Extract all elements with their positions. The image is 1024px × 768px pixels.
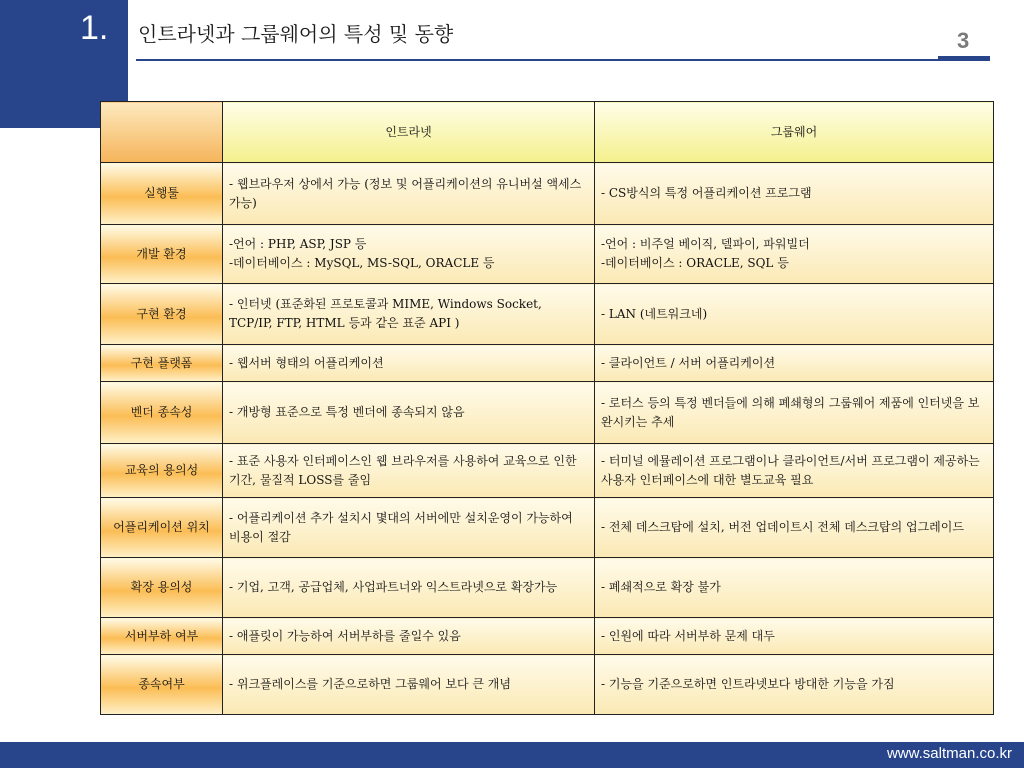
- table-row: [101, 498, 994, 558]
- table-row: [101, 655, 994, 715]
- footer-bar: [0, 742, 1024, 768]
- table-row: [101, 558, 994, 618]
- page-number: 3: [957, 28, 970, 53]
- groupware-cell: [595, 225, 994, 284]
- table-corner-cell: [101, 102, 223, 163]
- table-row: [101, 382, 994, 444]
- table-row: [101, 444, 994, 498]
- row-header: 구현 플랫폼: [101, 345, 223, 382]
- table-header-row: [101, 102, 994, 163]
- table-row: [101, 225, 994, 284]
- row-header: 종속여부: [101, 655, 223, 715]
- groupware-cell: - 터미널 에뮬레이션 프로그램이나 클라이언트/서버 프로그램이 제공하는 사용자 인터페이스에 대한 별도교육 필요: [595, 444, 994, 498]
- groupware-cell: - 로터스 등의 특정 벤더들에 의해 폐쇄형의 그룹웨어 제품에 인터넷을 보완시키는 추세: [595, 382, 994, 444]
- table-row: [101, 345, 994, 382]
- intranet-cell: - 웹브라우저 상에서 가능 (정보 및 어플리케이션의 유니버설 액세스 가능): [223, 163, 595, 225]
- row-header: 서버부하 여부: [101, 618, 223, 655]
- groupware-cell: - 전체 데스크탑에 설치, 버전 업데이트시 전체 데스크탑의 업그레이드: [595, 498, 994, 558]
- section-number: 1.: [80, 9, 109, 47]
- row-header: 교육의 용의성: [101, 444, 223, 498]
- intranet-cell: - 표준 사용자 인터페이스인 웹 브라우저를 사용하여 교육으로 인한 기간, 물질적 LOSS를 줄임: [223, 444, 595, 498]
- groupware-cell: - CS방식의 특정 어플리케이션 프로그램: [595, 163, 994, 225]
- slide-title: 인트라넷과 그룹웨어의 특성 및 동향: [138, 22, 454, 46]
- intranet-cell: - 애플릿이 가능하여 서버부하를 줄일수 있음: [223, 618, 595, 655]
- intranet-cell: - 어플리케이션 추가 설치시 몇대의 서버에만 설치운영이 가능하여 비용이 절감: [223, 498, 595, 558]
- groupware-cell: - 기능을 기준으로하면 인트라넷보다 방대한 기능을 가짐: [595, 655, 994, 715]
- row-header: 구현 환경: [101, 284, 223, 345]
- row-header: 확장 용의성: [101, 558, 223, 618]
- groupware-cell: - 클라이언트 / 서버 어플리케이션: [595, 345, 994, 382]
- groupware-cell: - LAN (네트워크네): [595, 284, 994, 345]
- row-header: 개발 환경: [101, 225, 223, 284]
- intranet-cell: - 인터넷 (표준화된 프로토콜과 MIME, Windows Socket, TCP/IP, FTP, HTML 등과 같은 표준 API ): [223, 284, 595, 345]
- intranet-cell: - 개방형 표준으로 특정 벤더에 종속되지 않음: [223, 382, 595, 444]
- intranet-cell: - 위크플레이스를 기준으로하면 그룹웨어 보다 큰 개념: [223, 655, 595, 715]
- groupware-cell: - 폐쇄적으로 확장 불가: [595, 558, 994, 618]
- cell-line: -언어 : PHP, ASP, JSP 등: [229, 237, 367, 251]
- footer-url: www.saltman.co.kr: [886, 745, 1012, 762]
- row-header: 실행툴: [101, 163, 223, 225]
- cell-line: -언어 : 비주얼 베이직, 델파이, 파워빌더: [601, 237, 810, 251]
- intranet-cell: - 기업, 고객, 공급업체, 사업파트너와 익스트라넷으로 확장가능: [223, 558, 595, 618]
- row-header: 어플리케이션 위치: [101, 498, 223, 558]
- row-header: 벤더 종속성: [101, 382, 223, 444]
- cell-line: -데이터베이스 : MySQL, MS-SQL, ORACLE 등: [229, 256, 495, 270]
- table-row: [101, 163, 994, 225]
- table-row: [101, 618, 994, 655]
- title-underline-accent: [938, 56, 990, 61]
- groupware-cell: - 인원에 따라 서버부하 문제 대두: [595, 618, 994, 655]
- column-header-groupware: 그룹웨어: [595, 102, 994, 163]
- comparison-table: [100, 101, 994, 715]
- column-header-intranet: 인트라넷: [223, 102, 595, 163]
- table-row: [101, 284, 994, 345]
- intranet-cell: [223, 225, 595, 284]
- cell-line: -데이터베이스 : ORACLE, SQL 등: [601, 256, 789, 270]
- intranet-cell: - 웹서버 형태의 어플리케이션: [223, 345, 595, 382]
- title-underline: [136, 59, 990, 61]
